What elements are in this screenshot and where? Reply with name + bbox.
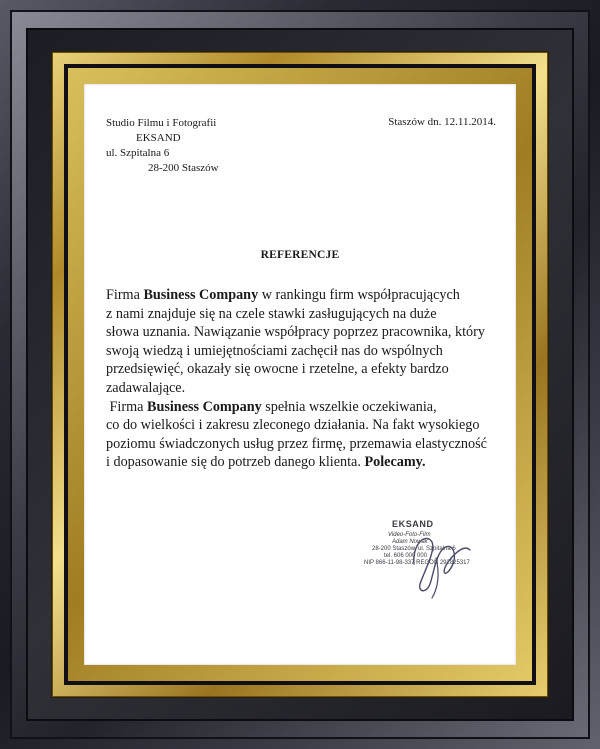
body-line	[106, 398, 511, 417]
body-text: Firma	[106, 398, 147, 415]
stamp-phone: tel. 606 000 000	[384, 553, 428, 559]
sender-address	[106, 116, 219, 176]
body-line: zadawalające.	[106, 379, 186, 396]
sender-line-1: Studio Filmu i Fotografii	[106, 117, 217, 129]
stamp-address: 28-200 Staszów, ul. Szpitalna 6	[372, 546, 456, 552]
stamp-subtitle: Video-Foto-Film	[388, 532, 431, 538]
letter-body	[106, 286, 511, 472]
body-text: i dopasowanie się do potrzeb danego klienta.	[106, 454, 365, 471]
body-line	[106, 453, 511, 472]
stamp-owner: Adam Nowak	[392, 539, 428, 545]
body-line	[106, 286, 511, 305]
sender-line-2: EKSAND	[136, 132, 181, 144]
paragraph-2	[106, 398, 511, 472]
body-line: poziomu świadczonych usług przez firmę, przemawia elastyczność	[106, 435, 487, 452]
handwritten-signature	[374, 514, 494, 604]
body-text: spełnia wszelkie oczekiwania,	[261, 398, 437, 415]
company-name: Business Company	[143, 287, 259, 303]
letter-date: Staszów dn. 12.11.2014.	[388, 116, 496, 128]
body-line: słowa uznania. Nawiązanie współpracy poprzez pracownika, który	[106, 324, 485, 341]
paragraph-1	[106, 286, 511, 398]
letter-paper	[84, 84, 516, 665]
body-line: swoją wiedzą i umiejętnościami zachęcił nas do wspólnych	[106, 342, 443, 359]
body-line: co do wielkości i zakresu zleconego działania. Na fakt wysokiego	[106, 417, 480, 434]
company-name: Business Company	[146, 398, 262, 415]
body-line: przedsięwięć, okazały się owocne i rzetelne, a efekty bardzo	[106, 361, 449, 378]
stamp-name: EKSAND	[392, 519, 434, 529]
sender-line-3: ul. Szpitalna 6	[106, 147, 170, 159]
body-line: z nami znajduje się na czele stawki zasługujących na duże	[106, 305, 437, 322]
stamp-tax-id: NIP 866-11-98-337 REGON 292825317	[364, 560, 470, 566]
body-text: w rankingu firm współpracujących	[258, 287, 460, 303]
letter-title: REFERENCJE	[260, 249, 340, 261]
recommendation-word: Polecamy.	[364, 454, 426, 471]
sender-line-4: 28-200 Staszów	[148, 162, 219, 174]
body-text: Firma	[106, 287, 144, 303]
